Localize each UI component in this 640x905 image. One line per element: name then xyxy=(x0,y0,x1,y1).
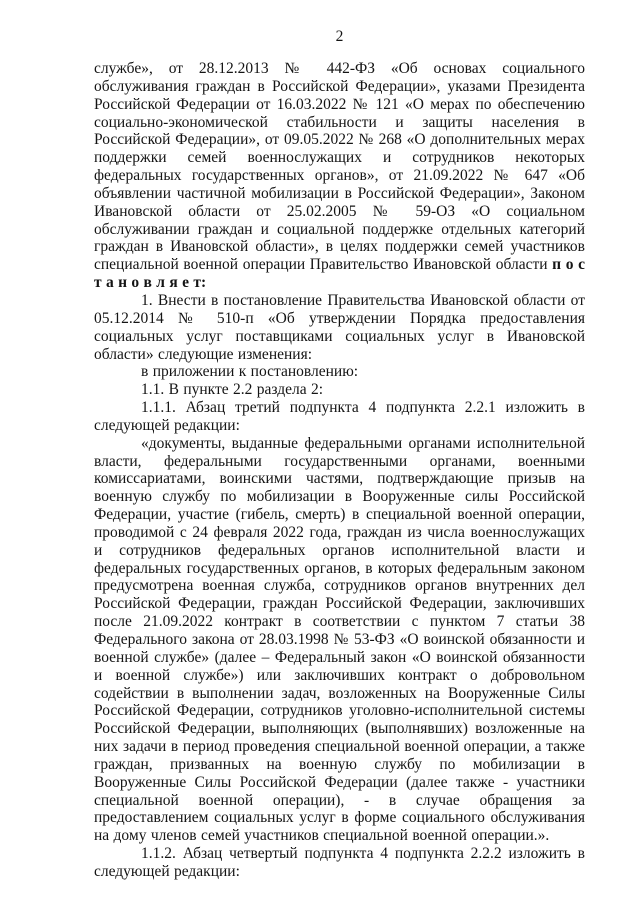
paragraph-intro xyxy=(94,60,585,292)
paragraph-item-1-1-2: 1.1.2. Абзац четвертый подпункта 4 подпункта 2.2.2 изложить в следующей редакции: xyxy=(94,845,585,880)
paragraph-item-1-1: 1.1. В пункте 2.2 раздела 2: xyxy=(141,381,324,399)
paragraph-quoted-wording: «документы, выданные федеральными органами исполнительной власти, федеральными государственными органами, военными комиссариатами, воинскими частями, подтверждающие призыв на военную службу по мобилизации в Вооруженные силы Российской Федерации, участие (гибель, смерть) в специальной военной операции, проводимой с 24 февраля 2022 года, граждан из числа военнослужащих и сотрудников федеральных органов исполнительной власти и федеральных государственных органов, в которых федеральным законом предусмотрена военная служба, сотрудников органов внутренних дел Российской Федерации, граждан Российской Федерации, заключивших после 21.09.2022 контракт в соответствии с пунктом 7 статьи 38 Федерального закона от 28.03.1998 № 53-ФЗ «О воинской обязанности и военной службе» (далее – Федеральный закон «О воинской обязанности и военной службе») или заключивших контракт о добровольном содействии в выполнении задач, возложенных на Вооруженные Силы Российской Федерации, сотрудников уголовно-исполнительной системы Российской Федерации, выполняющих (выполнявших) возложенные на них задачи в период проведения специальной военной операции, а также граждан, призванных на военную службу по мобилизации в Вооруженные Силы Российской Федерации (далее также - участники специальной военной операции), - в случае обращения за предоставлением социальных услуг в форме социального обслуживания на дому членов семей участников специальной военной операции.». xyxy=(94,434,585,845)
resolves-bold-phrase: п о с т а н о в л я е т: xyxy=(94,256,585,292)
paragraph-item-1: 1. Внести в постановление Правительства Ивановской области от 05.12.2014 № 510-п «Об утверждении Порядка предоставления социальных услуг поставщиками социальных услуг в Ивановской области» следующие изменения: xyxy=(94,291,585,363)
paragraph-intro-text: службе», от 28.12.2013 № 442-ФЗ «Об основах социального обслуживания граждан в Российской Федерации», указами Президента Российской Федерации от 16.03.2022 № 121 «О мерах по обеспечению социально-экономической стабильности и защиты населения в Российской Федерации», от 09.05.2022 № 268 «О дополнительных мерах поддержки семей военнослужащих и сотрудников некоторых федеральных государственных органов», от 21.09.2022 № 647 «Об объявлении частичной мобилизации в Российской Федерации», Законом Ивановской области от 25.02.2005 № 59-ОЗ «О социальном обслуживании граждан и социальной поддержке отдельных категорий граждан в Ивановской области», в целях поддержки семей участников специальной военной операции Правительство Ивановской области xyxy=(94,60,585,274)
page-number: 2 xyxy=(335,28,344,45)
paragraph-annex-note: в приложении к постановлению: xyxy=(141,363,359,381)
paragraph-item-1-1-1: 1.1.1. Абзац третий подпункта 4 подпункта 2.2.1 изложить в следующей редакции: xyxy=(94,399,585,434)
document-body xyxy=(94,60,585,881)
